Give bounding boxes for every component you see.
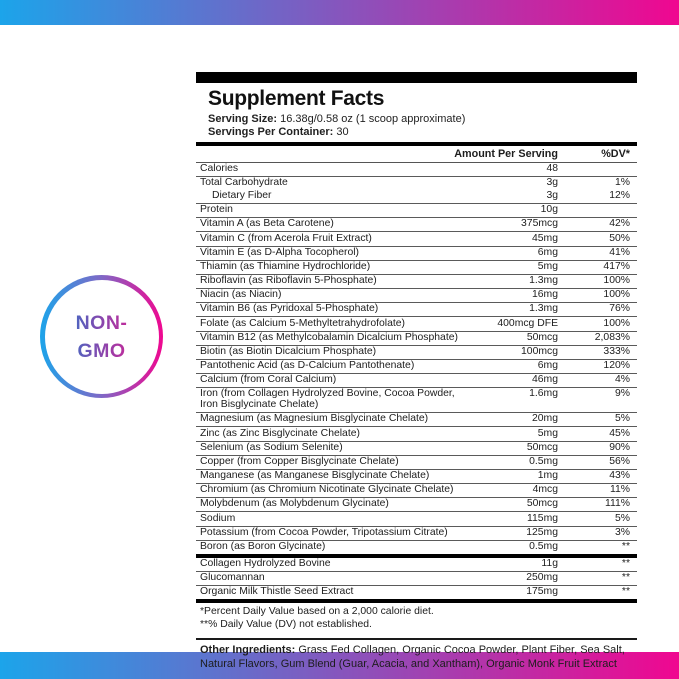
nutrient-name: Biotin (as Biotin Dicalcium Phosphate) bbox=[200, 345, 377, 357]
nutrient-name: Selenium (as Sodium Selenite) bbox=[200, 441, 343, 453]
top-gradient-bar bbox=[0, 0, 679, 25]
table-row bbox=[196, 359, 637, 373]
table-row bbox=[196, 217, 637, 231]
dv-value: ** bbox=[621, 572, 630, 584]
table-row bbox=[196, 345, 637, 359]
table-row bbox=[196, 497, 637, 511]
nutrient-name: Molybdenum (as Molybdenum Glycinate) bbox=[200, 498, 389, 510]
nutrient-name: Vitamin E (as D-Alpha Tocopherol) bbox=[200, 246, 360, 258]
amount-value: 5mg bbox=[537, 260, 558, 272]
table-row bbox=[196, 526, 637, 540]
table-row bbox=[196, 246, 637, 260]
amount-value: 48 bbox=[546, 162, 558, 174]
dv-value: 11% bbox=[609, 484, 630, 496]
dv-value: 42% bbox=[609, 218, 630, 230]
nutrient-name: Calcium (from Coral Calcium) bbox=[200, 374, 337, 386]
non-gmo-line1: NON- bbox=[75, 311, 128, 334]
amount-value: 1.3mg bbox=[529, 303, 558, 315]
amount-value: 45mg bbox=[532, 232, 558, 244]
amount-value: 400mcg DFE bbox=[497, 317, 558, 329]
nutrient-name-line2: Iron Bisglycinate Chelate) bbox=[200, 399, 319, 411]
nutrient-name: Manganese (as Manganese Bisglycinate Chelate) bbox=[200, 470, 430, 482]
column-header-dv: %DV* bbox=[601, 147, 630, 160]
table-row bbox=[196, 163, 637, 176]
dv-value: 5% bbox=[614, 413, 630, 425]
panel-title: Supplement Facts bbox=[208, 87, 385, 110]
amount-value: 1mg bbox=[537, 470, 558, 482]
table-row bbox=[196, 274, 637, 288]
nutrient-name: Dietary Fiber bbox=[212, 190, 272, 202]
amount-value: 50mcg bbox=[526, 498, 558, 510]
non-gmo-badge bbox=[40, 275, 163, 398]
amount-value: 1.3mg bbox=[529, 275, 558, 287]
table-row bbox=[196, 387, 637, 412]
panel-top-bar bbox=[196, 72, 637, 83]
dv-value: 76% bbox=[609, 303, 630, 315]
table-row bbox=[196, 469, 637, 483]
amount-value: 11g bbox=[541, 558, 558, 570]
nutrient-name: Pantothenic Acid (as D-Calcium Pantothenate) bbox=[200, 360, 415, 372]
table-row bbox=[196, 190, 637, 203]
dv-value: 5% bbox=[614, 512, 630, 524]
other-ingredients-text: Grass Fed Collagen, Organic Cocoa Powder, Plant Fiber, Sea Salt, Natural Flavors, Gum Blend (Guar, Acacia, and Xantham), Organic Monk Fruit Extract bbox=[200, 644, 625, 670]
table-row bbox=[196, 511, 637, 525]
dv-value: 100% bbox=[603, 289, 630, 301]
nutrient-name: Organic Milk Thistle Seed Extract bbox=[200, 586, 354, 598]
amount-value: 20mg bbox=[532, 413, 558, 425]
non-gmo-text bbox=[76, 309, 128, 365]
table-row bbox=[196, 176, 637, 190]
dv-value: ** bbox=[621, 540, 630, 552]
nutrient-name: Riboflavin (as Riboflavin 5-Phosphate) bbox=[200, 275, 377, 287]
amount-value: 1.6mg bbox=[529, 388, 558, 400]
table-row bbox=[196, 571, 637, 585]
table-row bbox=[196, 331, 637, 345]
nutrient-name: Magnesium (as Magnesium Bisglycinate Chelate) bbox=[200, 413, 429, 425]
dv-value: 12% bbox=[609, 190, 630, 202]
dv-value: 100% bbox=[603, 275, 630, 287]
dv-value: 45% bbox=[609, 427, 630, 439]
dv-value: 3% bbox=[614, 526, 630, 538]
footnotes bbox=[196, 603, 637, 635]
servings-per-container-line bbox=[208, 126, 637, 139]
nutrient-name: Sodium bbox=[200, 512, 236, 524]
nutrient-name: Glucomannan bbox=[200, 572, 265, 584]
amount-value: 0.5mg bbox=[529, 455, 558, 467]
dv-value: 50% bbox=[609, 232, 630, 244]
facts-sections bbox=[196, 163, 637, 604]
amount-value: 100mcg bbox=[521, 345, 558, 357]
amount-value: 0.5mg bbox=[529, 540, 558, 552]
dv-value: 9% bbox=[614, 388, 630, 400]
table-row bbox=[196, 455, 637, 469]
dv-value: 41% bbox=[609, 246, 630, 258]
amount-value: 16mg bbox=[532, 289, 558, 301]
table-row bbox=[196, 316, 637, 330]
amount-value: 3g bbox=[546, 176, 558, 188]
amount-value: 115mg bbox=[527, 512, 558, 524]
table-row bbox=[196, 426, 637, 440]
table-row bbox=[196, 585, 637, 599]
table-row bbox=[196, 203, 637, 217]
servings-label: Servings Per Container: bbox=[208, 126, 334, 138]
nutrient-name: Folate (as Calcium 5-Methyltetrahydrofolate) bbox=[200, 317, 406, 329]
footnote-not-established: **% Daily Value (DV) not established. bbox=[200, 618, 372, 630]
table-row bbox=[196, 288, 637, 302]
amount-value: 250mg bbox=[526, 572, 558, 584]
table-row bbox=[196, 231, 637, 245]
column-header-amount: Amount Per Serving bbox=[454, 147, 558, 160]
amount-value: 6mg bbox=[537, 246, 558, 258]
amount-value: 50mcg bbox=[526, 441, 558, 453]
nutrient-name: Chromium (as Chromium Nicotinate Glycinate Chelate) bbox=[200, 484, 454, 496]
nutrient-name: Iron (from Collagen Hydrolyzed Bovine, Cocoa Powder, Iron Bisglycinate Chelate) bbox=[200, 389, 529, 411]
serving-size-label: Serving Size: bbox=[208, 113, 278, 125]
dv-value: 43% bbox=[609, 470, 630, 482]
dv-value: 4% bbox=[614, 374, 630, 386]
dv-value: ** bbox=[621, 558, 630, 570]
nutrient-name: Vitamin C (from Acerola Fruit Extract) bbox=[200, 232, 372, 244]
dv-value: 120% bbox=[603, 360, 630, 372]
table-row bbox=[196, 540, 637, 554]
nutrient-name: Zinc (as Zinc Bisglycinate Chelate) bbox=[200, 427, 360, 439]
dv-value: ** bbox=[621, 586, 630, 598]
amount-value: 175mg bbox=[526, 586, 558, 598]
nutrient-name: Copper (from Copper Bisglycinate Chelate) bbox=[200, 455, 399, 467]
amount-value: 5mg bbox=[537, 427, 558, 439]
serving-size-line bbox=[208, 113, 637, 126]
non-gmo-badge-inner bbox=[45, 280, 159, 394]
amount-value: 10g bbox=[540, 204, 558, 216]
table-row bbox=[196, 302, 637, 316]
nutrient-name: Vitamin A (as Beta Carotene) bbox=[200, 218, 334, 230]
amount-value: 50mcg bbox=[526, 331, 558, 343]
other-ingredients bbox=[196, 640, 637, 671]
amount-value: 6mg bbox=[537, 360, 558, 372]
dv-value: 100% bbox=[603, 317, 630, 329]
supplement-facts-panel bbox=[196, 72, 637, 671]
dv-value: 417% bbox=[603, 260, 630, 272]
dv-value: 90% bbox=[609, 441, 630, 453]
non-gmo-line2: GMO bbox=[77, 339, 126, 362]
table-row bbox=[196, 558, 637, 571]
dv-value: 1% bbox=[614, 176, 630, 188]
serving-size-value: 16.38g/0.58 oz (1 scoop approximate) bbox=[280, 113, 466, 125]
nutrient-name: Potassium (from Cocoa Powder, Tripotassium Citrate) bbox=[200, 526, 448, 538]
nutrient-name: Protein bbox=[200, 204, 233, 216]
nutrient-name: Niacin (as Niacin) bbox=[200, 289, 282, 301]
dv-value: 111% bbox=[604, 498, 630, 510]
amount-value: 4mcg bbox=[532, 484, 558, 496]
nutrient-name: Thiamin (as Thiamine Hydrochloride) bbox=[200, 260, 371, 272]
nutrient-name: Vitamin B6 (as Pyridoxal 5-Phosphate) bbox=[200, 303, 379, 315]
table-row bbox=[196, 412, 637, 426]
nutrient-name: Calories bbox=[200, 162, 239, 174]
facts-section bbox=[196, 558, 637, 604]
table-row bbox=[196, 260, 637, 274]
table-row bbox=[196, 373, 637, 387]
nutrient-name: Vitamin B12 (as Methylcobalamin Dicalcium Phosphate) bbox=[200, 331, 458, 343]
servings-value: 30 bbox=[336, 126, 349, 138]
other-ingredients-label: Other Ingredients: bbox=[200, 644, 296, 657]
nutrient-name: Collagen Hydrolyzed Bovine bbox=[200, 558, 331, 570]
facts-section bbox=[196, 163, 637, 558]
amount-value: 46mg bbox=[532, 374, 558, 386]
nutrient-name: Total Carbohydrate bbox=[200, 176, 288, 188]
table-row bbox=[196, 483, 637, 497]
dv-value: 333% bbox=[603, 345, 630, 357]
footnote-daily-value: *Percent Daily Value based on a 2,000 calorie diet. bbox=[200, 606, 434, 618]
amount-value: 3g bbox=[546, 190, 558, 202]
amount-value: 375mcg bbox=[521, 218, 558, 230]
nutrient-name: Boron (as Boron Glycinate) bbox=[200, 540, 326, 552]
amount-value: 125mg bbox=[526, 526, 558, 538]
dv-value: 2,083% bbox=[594, 331, 630, 343]
table-row bbox=[196, 441, 637, 455]
dv-value: 56% bbox=[609, 455, 630, 467]
column-header-row bbox=[196, 146, 637, 163]
panel-header bbox=[196, 87, 637, 139]
